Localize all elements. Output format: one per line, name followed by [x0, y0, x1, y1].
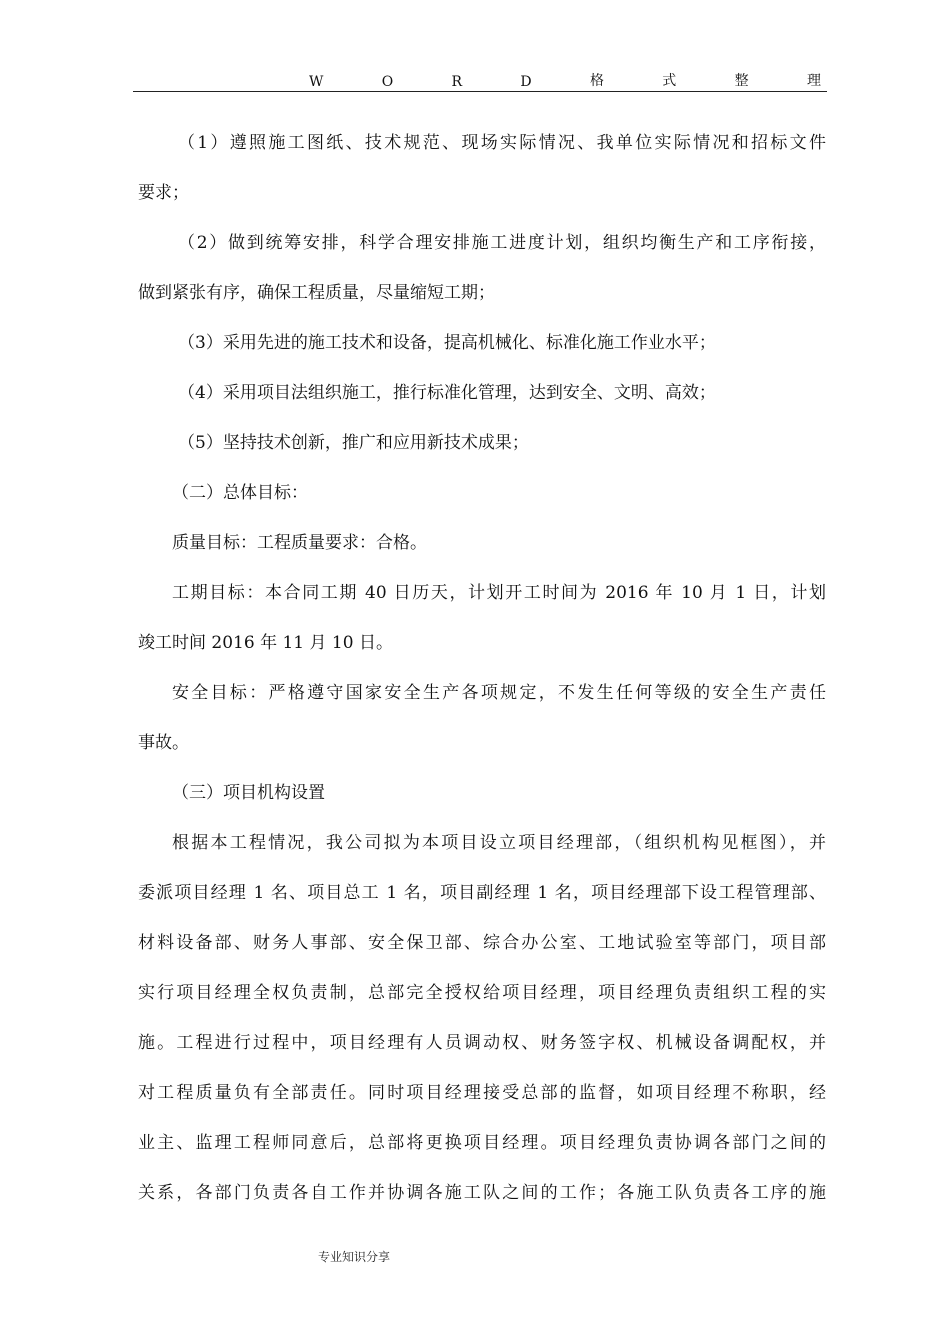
paragraph-line: 对工程质量负有全部责任。同时项目经理接受总部的监督，如项目经理不称职，经 — [138, 1083, 826, 1103]
header-char: W — [309, 74, 324, 90]
paragraph-line: 工期目标：本合同工期 40 日历天，计划开工时间为 2016 年 10 月 1 日，计划 — [172, 583, 826, 603]
paragraph-line: 业主、监理工程师同意后，总部将更换项目经理。项目经理负责协调各部门之间的 — [138, 1133, 826, 1153]
paragraph-line: 根据本工程情况，我公司拟为本项目设立项目经理部，（组织机构见框图），并 — [172, 833, 826, 853]
header-char: 理 — [806, 73, 821, 89]
paragraph-line: （2）做到统筹安排，科学合理安排施工进度计划，组织均衡生产和工序衔接， — [178, 233, 826, 253]
header-rule — [133, 91, 827, 92]
paragraph-line: 做到紧张有序，确保工程质量，尽量缩短工期； — [138, 283, 495, 303]
section-heading: （二）总体目标： — [172, 483, 308, 503]
paragraph-line: 关系，各部门负责各自工作并协调各施工队之间的工作；各施工队负责各工序的施 — [138, 1183, 826, 1203]
page-header — [133, 70, 825, 90]
section-heading: （三）项目机构设置 — [172, 783, 325, 803]
paragraph-line: （3）采用先进的施工技术和设备，提高机械化、标准化施工作业水平； — [178, 333, 716, 353]
header-char: D — [520, 74, 532, 90]
header-char: 格 — [589, 73, 604, 89]
page-footer: 专业知识分享 — [318, 1250, 391, 1264]
document-body — [138, 118, 826, 1218]
paragraph-line: （5）坚持技术创新，推广和应用新技术成果； — [178, 433, 529, 453]
paragraph-line: 事故。 — [138, 733, 189, 753]
header-char: R — [451, 74, 463, 90]
paragraph-line: 委派项目经理 1 名、项目总工 1 名，项目副经理 1 名，项目经理部下设工程管理部、 — [138, 883, 826, 903]
paragraph-line: 竣工时间 2016 年 11 月 10 日。 — [138, 633, 393, 653]
paragraph-line: （4）采用项目法组织施工，推行标准化管理，达到安全、文明、高效； — [178, 383, 716, 403]
paragraph-line: 材料设备部、财务人事部、安全保卫部、综合办公室、工地试验室等部门，项目部 — [138, 933, 826, 953]
header-char: O — [381, 74, 394, 90]
paragraph-line: 要求； — [138, 183, 189, 203]
paragraph-line: （1）遵照施工图纸、技术规范、现场实际情况、我单位实际情况和招标文件 — [178, 133, 826, 153]
paragraph-line: 实行项目经理全权负责制，总部完全授权给项目经理，项目经理负责组织工程的实 — [138, 983, 826, 1003]
header-char: 式 — [662, 73, 677, 89]
paragraph-line: 质量目标：工程质量要求：合格。 — [172, 533, 427, 553]
paragraph-line: 安全目标：严格遵守国家安全生产各项规定，不发生任何等级的安全生产责任 — [172, 683, 826, 703]
header-char: 整 — [734, 73, 749, 89]
paragraph-line: 施。工程进行过程中，项目经理有人员调动权、财务签字权、机械设备调配权，并 — [138, 1033, 826, 1053]
